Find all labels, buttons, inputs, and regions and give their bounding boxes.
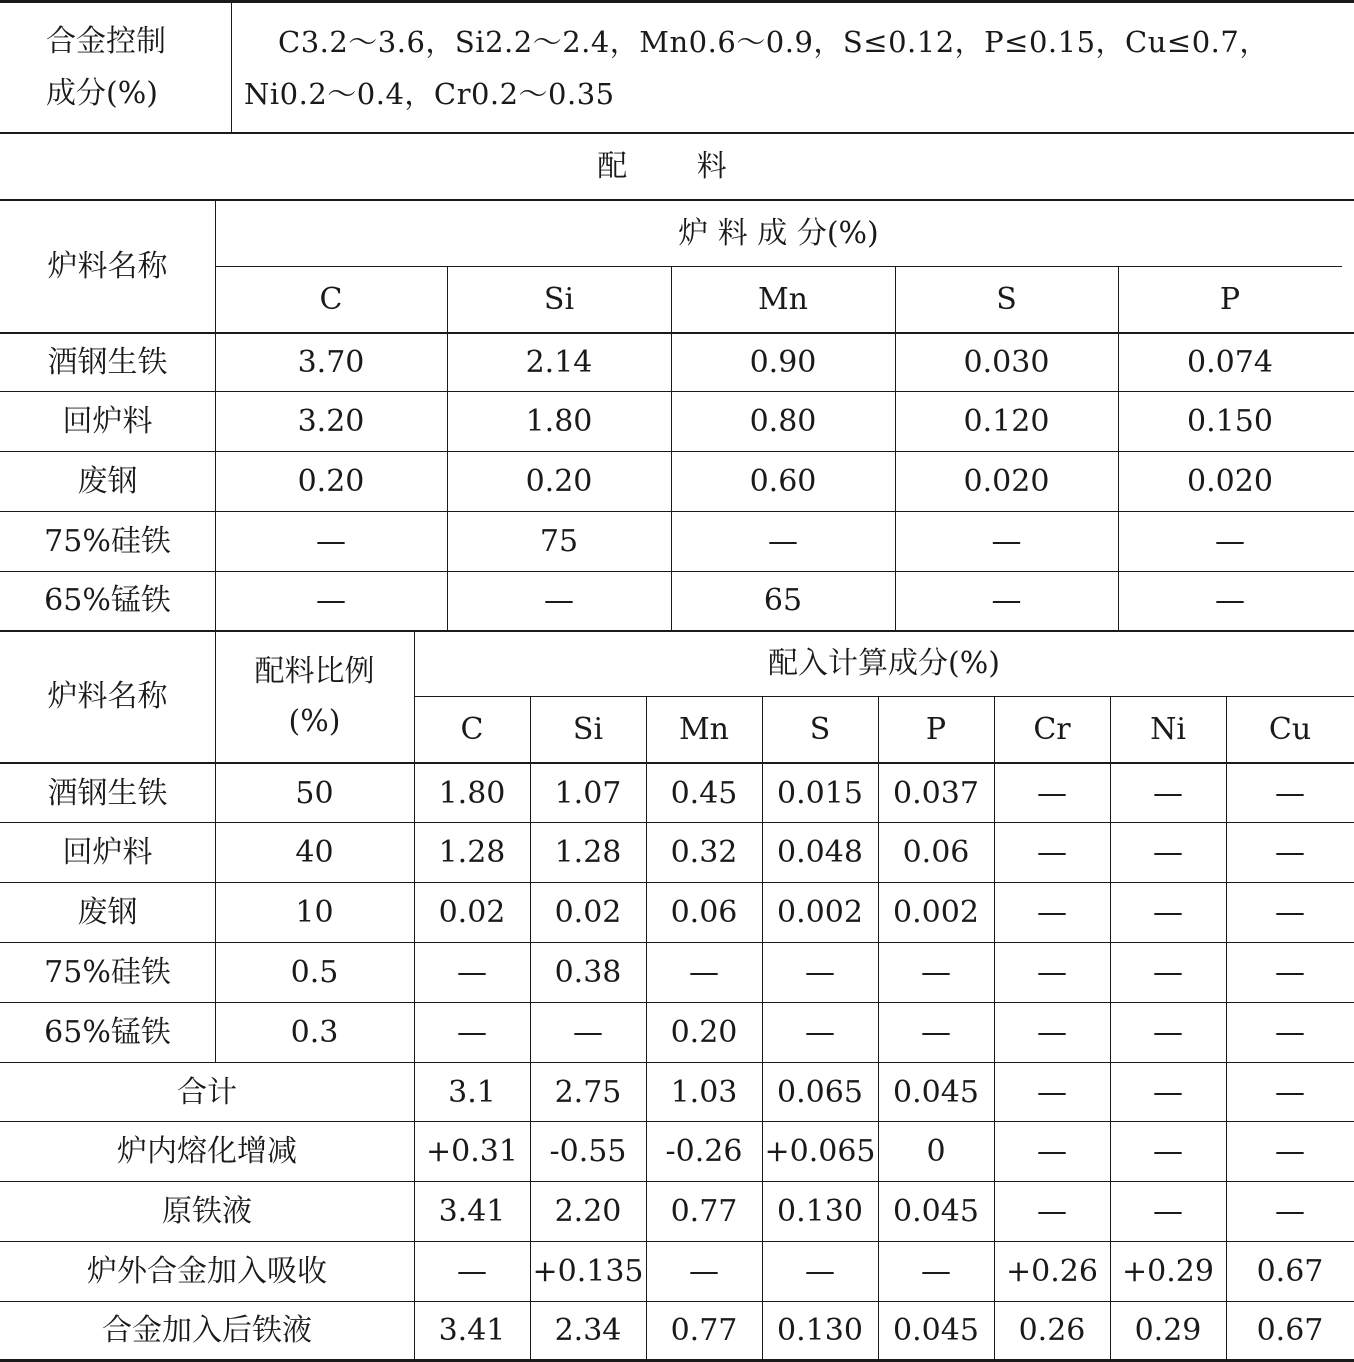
charge-cell: — [768, 524, 798, 560]
summary-cell: 0.045 [893, 1074, 979, 1110]
summary-cell: 2.75 [554, 1074, 622, 1110]
summary-cell: 0.045 [893, 1194, 979, 1230]
calc-cell: — [1275, 775, 1305, 811]
calc-cell: — [1275, 955, 1305, 991]
calc-cell: — [573, 1015, 603, 1051]
charge-row-name: 65%锰铁 [44, 583, 171, 619]
summary-cell: 0.67 [1256, 1254, 1324, 1290]
charge-cell: — [316, 583, 346, 619]
calc-ratio-header-line2: (%) [288, 704, 341, 739]
calc-cell: 0.45 [670, 775, 738, 811]
charge-group-header: 炉 料 成 分(%) [678, 215, 879, 251]
calc-column-header: Cr [1033, 711, 1071, 747]
summary-cell: — [1037, 1074, 1067, 1110]
summary-cell: — [1275, 1134, 1305, 1170]
summary-cell: — [457, 1254, 487, 1290]
calc-cell: — [805, 955, 835, 991]
calc-row-ratio: 10 [295, 895, 334, 931]
summary-cell: 3.41 [438, 1312, 506, 1348]
summary-cell: +0.31 [426, 1134, 518, 1170]
calc-row-name: 回炉料 [62, 835, 153, 871]
charge-cell: — [991, 583, 1022, 619]
calc-cell: 0.02 [438, 895, 506, 931]
calc-cell: 0.32 [670, 835, 738, 871]
summary-cell: +0.26 [1006, 1254, 1098, 1290]
calc-cell: — [921, 1015, 951, 1051]
summary-cell: 2.34 [554, 1312, 622, 1348]
rule-horizontal [0, 0, 1354, 3]
summary-cell: 0.130 [777, 1194, 863, 1230]
calc-cell: 1.28 [438, 835, 506, 871]
charge-cell: 0.90 [749, 345, 817, 381]
summary-cell: 0.26 [1018, 1312, 1086, 1348]
calc-cell: — [921, 955, 951, 991]
charge-cell: 0.20 [297, 464, 365, 500]
charge-cell: — [1215, 583, 1245, 619]
summary-cell: 0.77 [670, 1194, 738, 1230]
calc-column-header: Ni [1150, 711, 1186, 747]
calc-cell: — [1037, 955, 1067, 991]
summary-cell: — [1153, 1134, 1183, 1170]
calc-ratio-header-line1: 配料比例 [254, 654, 375, 689]
charge-cell: 0.020 [1187, 464, 1273, 500]
charge-row-name: 酒钢生铁 [47, 345, 168, 381]
calc-cell: 0.20 [670, 1015, 738, 1051]
summary-cell: 0.77 [670, 1312, 738, 1348]
spec-label-line1: 合金控制 [46, 24, 166, 59]
calc-column-header: S [809, 711, 831, 747]
charge-name-header: 炉料名称 [47, 248, 168, 284]
summary-row-label: 炉内熔化增减 [117, 1134, 297, 1170]
charge-column-header: P [1219, 281, 1241, 317]
charge-column-header: Si [543, 281, 575, 317]
calc-cell: — [1275, 835, 1305, 871]
calc-cell: — [689, 955, 719, 991]
summary-cell: — [1275, 1074, 1305, 1110]
charge-row-name: 75%硅铁 [44, 524, 171, 560]
charge-cell: 0.120 [963, 404, 1050, 440]
calc-row-name: 废钢 [77, 895, 138, 931]
calc-cell: — [1037, 775, 1067, 811]
calc-cell: — [805, 1015, 835, 1051]
calc-cell: 1.80 [438, 775, 506, 811]
calc-cell: 1.28 [554, 835, 622, 871]
calc-cell: — [1037, 835, 1067, 871]
summary-cell: 3.1 [448, 1074, 496, 1110]
calc-cell: — [1153, 775, 1183, 811]
summary-row-label: 合金加入后铁液 [102, 1312, 312, 1348]
calc-row-ratio: 40 [295, 835, 334, 871]
charge-cell: 3.70 [297, 345, 365, 381]
calc-row-ratio: 0.5 [290, 955, 339, 991]
calc-cell: — [1153, 835, 1183, 871]
rule-horizontal [0, 132, 1354, 134]
summary-cell: — [1153, 1074, 1183, 1110]
summary-cell: 0.29 [1134, 1312, 1202, 1348]
summary-row-label: 合计 [177, 1074, 237, 1110]
charge-cell: 0.030 [963, 345, 1050, 381]
calc-cell: 0.015 [777, 775, 863, 811]
charge-cell: — [991, 524, 1022, 560]
charge-cell: — [1215, 524, 1245, 560]
spec-text-line1: C3.2～3.6，Si2.2～2.4，Mn0.6～0.9，S≤0.12，P≤0.15，Cu≤0.7， [278, 25, 1269, 59]
summary-cell: 0.130 [777, 1312, 863, 1348]
summary-cell: — [1153, 1194, 1183, 1230]
charge-cell: 0.150 [1187, 404, 1273, 440]
charge-column-header: Mn [757, 281, 809, 317]
summary-cell: — [689, 1254, 719, 1290]
charge-cell: — [544, 583, 574, 619]
calc-cell: 0.048 [777, 835, 863, 871]
calc-row-name: 65%锰铁 [44, 1015, 171, 1051]
calc-cell: 0.002 [893, 895, 979, 931]
summary-cell: +0.135 [532, 1254, 644, 1290]
charge-cell: 0.80 [749, 404, 817, 440]
calc-cell: 0.06 [902, 835, 970, 871]
calc-cell: 0.002 [777, 895, 863, 931]
charge-cell: 1.80 [525, 404, 593, 440]
charge-cell: 65 [763, 583, 803, 619]
summary-cell: — [1037, 1194, 1067, 1230]
calc-cell: — [457, 955, 487, 991]
spec-label-line2: 成分(%) [46, 76, 158, 111]
summary-cell: — [921, 1254, 951, 1290]
calc-column-header: P [925, 711, 947, 747]
calc-cell: 0.02 [554, 895, 622, 931]
summary-row-label: 炉外合金加入吸收 [87, 1254, 327, 1290]
calc-row-name: 75%硅铁 [44, 955, 171, 991]
spec-label [0, 4, 232, 132]
calc-row-ratio: 50 [295, 775, 334, 811]
charge-cell: — [316, 524, 346, 560]
calc-group-header: 配入计算成分(%) [768, 646, 1000, 682]
charge-row-name: 废钢 [77, 464, 138, 500]
charge-cell: 0.020 [963, 464, 1050, 500]
charge-row-name: 回炉料 [62, 404, 153, 440]
section-title: 配 料 [597, 148, 757, 184]
calc-cell: — [1153, 1015, 1183, 1051]
spec-text-line2: Ni0.2～0.4，Cr0.2～0.35 [244, 77, 615, 111]
charge-cell: 3.20 [297, 404, 365, 440]
rule-vertical [231, 0, 232, 133]
charge-cell: 75 [539, 524, 579, 560]
calc-cell: — [1037, 1015, 1067, 1051]
calc-column-header: Mn [678, 711, 730, 747]
calc-column-header: Cu [1268, 711, 1312, 747]
calc-name-header: 炉料名称 [47, 679, 168, 715]
calc-cell: — [1153, 895, 1183, 931]
calc-cell: — [457, 1015, 487, 1051]
summary-cell: — [1037, 1134, 1067, 1170]
summary-cell: — [1275, 1194, 1305, 1230]
calc-cell: — [1275, 1015, 1305, 1051]
calc-cell: 0.037 [893, 775, 979, 811]
summary-cell: 0.065 [777, 1074, 863, 1110]
spec-text [244, 4, 1350, 132]
calc-cell: — [1275, 895, 1305, 931]
charge-cell: 0.074 [1187, 345, 1273, 381]
calc-cell: 0.38 [554, 955, 622, 991]
summary-row-label: 原铁液 [162, 1194, 252, 1230]
charge-cell: 2.14 [525, 345, 593, 381]
calc-column-header: C [460, 711, 484, 747]
summary-cell: -0.55 [549, 1134, 627, 1170]
calc-column-header: Si [572, 711, 604, 747]
summary-cell: +0.065 [764, 1134, 876, 1170]
calc-ratio-header [215, 632, 414, 762]
charge-cell: 0.60 [749, 464, 817, 500]
calc-row-name: 酒钢生铁 [47, 775, 168, 811]
summary-cell: 0.045 [893, 1312, 979, 1348]
summary-cell: 3.41 [438, 1194, 506, 1230]
charge-cell: 0.20 [525, 464, 593, 500]
summary-cell: +0.29 [1122, 1254, 1214, 1290]
summary-cell: — [805, 1254, 835, 1290]
charge-column-header: S [996, 281, 1017, 317]
calc-row-ratio: 0.3 [290, 1015, 339, 1051]
calc-cell: — [1037, 895, 1067, 931]
calc-cell: 1.07 [554, 775, 622, 811]
summary-cell: 0.67 [1256, 1312, 1324, 1348]
calc-cell: 0.06 [670, 895, 738, 931]
summary-cell: 2.20 [554, 1194, 622, 1230]
summary-cell: -0.26 [665, 1134, 743, 1170]
charge-column-header: C [319, 281, 343, 317]
calc-cell: — [1153, 955, 1183, 991]
summary-cell: 1.03 [670, 1074, 738, 1110]
summary-cell: 0 [926, 1134, 946, 1170]
